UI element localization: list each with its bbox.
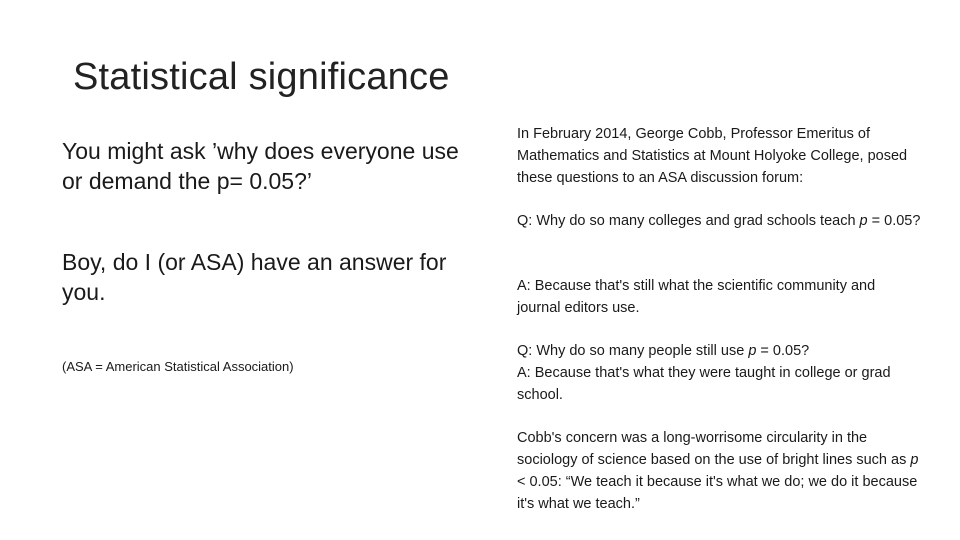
q1-p-variable: p	[859, 213, 868, 229]
q2-p-variable: p	[748, 343, 757, 359]
conclusion-p-variable: p	[910, 452, 919, 468]
right-paragraph-conclusion	[517, 427, 922, 515]
q1-text-post: = 0.05?	[867, 213, 921, 229]
q2-line	[517, 340, 922, 362]
right-paragraph-intro: In February 2014, George Cobb, Professor Emeritus of Mathematics and Statistics at Mount Holyoke College, posed these questions to an ASA discussion forum:	[517, 126, 908, 186]
conclusion-text-pre: Cobb's concern was a long-worrisome circularity in the sociology of science based on the use of bright lines such as	[517, 430, 911, 468]
right-paragraph-a1: A: Because that's still what the scientific community and journal editors use.	[517, 278, 876, 316]
left-paragraph-answer: Boy, do I (or ASA) have an answer for you.	[62, 249, 447, 305]
conclusion-text-post: < 0.05: “We teach it because it's what we do; we do it because it's what we teach.”	[517, 474, 918, 512]
q2-text-pre: Q: Why do so many people still use	[517, 343, 749, 359]
left-paragraph-question: You might ask ’why does everyone use or demand the p= 0.05?’	[62, 138, 459, 194]
slide-title: Statistical significance	[73, 56, 450, 98]
left-footnote: (ASA = American Statistical Association)	[62, 359, 294, 374]
q2-text-post: = 0.05?	[756, 343, 810, 359]
right-paragraph-q1	[517, 210, 922, 232]
right-paragraph-q2-a2	[517, 340, 922, 406]
q1-text-pre: Q: Why do so many colleges and grad schools teach	[517, 213, 860, 229]
a2-line: A: Because that's what they were taught in college or grad school.	[517, 365, 891, 403]
